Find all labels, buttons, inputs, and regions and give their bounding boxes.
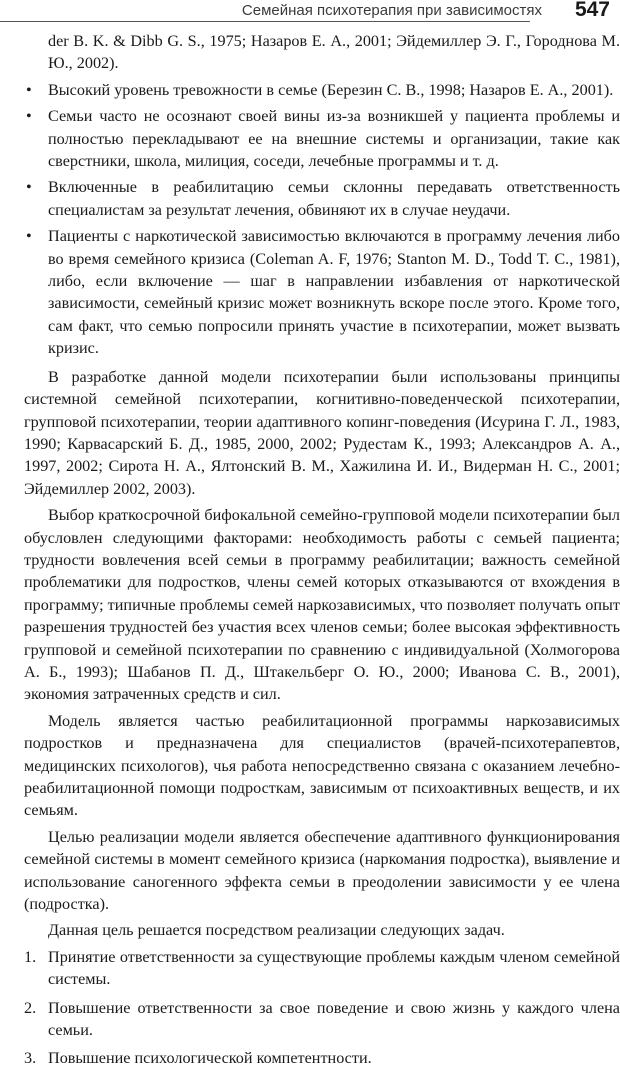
paragraph: В разработке данной модели психотерапии были использованы принципы системной семейной психотерапии, когнитивно-поведенческой психотерапии, групповой психотерапии, теории адаптивного копинг-поведения (Исурина Г. Л., 1983, 1990; Карвасарский Б. Д., 1985, 2000, 2002; Рудестам К., 1993; Александров А. А., 1997, 2002; Сирота Н. А., Ялтонский В. М., Хажилина И. И., Видерман Н. С., 2001; Эйдемиллер 2002, 2003). <box>24 367 620 498</box>
task-item <box>24 946 620 991</box>
bullet-text: Семьи часто не осознают своей вины из-за возникшей у пациента проблемы и полностью перекладывают ее на внешние системы и организации, такие как сверстники, школа, милиция, соседи, лечебные программы и т. д. <box>48 107 620 171</box>
bullet-item <box>24 176 620 221</box>
bullet-icon: • <box>26 80 32 99</box>
bullet-text: Высокий уровень тревожности в семье (Березин С. В., 1998; Назаров Е. А., 2001). <box>48 80 614 99</box>
paragraph: Выбор краткосрочной бифокальной семейно-групповой модели психотерапии был обусловлен следующими факторами: необходимость работы с семьей пациента; трудности вовлечения всей семьи в программу реабилитации; важность семейной проблематики для подростков, члены семей которых отказываются от вхождения в программу; типичные проблемы семей наркозависимых, что позволяет получать опыт разрешения трудностей без участия всех членов семьи; более высокая эффективность групповой и семейной психотерапии по сравнению с индивидуальной (Холмогорова А. Б., 1993); Шабанов П. Д., Штакельберг О. Ю., 2000; Иванова С. В., 2001), экономия затраченных средств и сил. <box>24 506 620 704</box>
paragraph: Целью реализации модели является обеспечение адаптивного функционирования семейной системы в момент семейного кризиса (наркомания подростка), выявление и использование саногенного эффекта семьи в преодолении зависимости у ее члена (подростка). <box>24 827 620 914</box>
bullet-list <box>24 79 620 360</box>
task-text: Принятие ответственности за существующие проблемы каждым членом семейной системы. <box>48 947 620 989</box>
bullet-icon: • <box>26 178 32 197</box>
page-body <box>24 30 620 1076</box>
bullet-icon: • <box>26 107 32 126</box>
paragraph: Данная цель решается посредством реализации следующих задач. <box>48 921 505 940</box>
bullet-item <box>24 225 620 359</box>
bullet-text: Пациенты с наркотической зависимостью включаются в программу лечения либо во время семейного кризиса (Coleman A. F, 1976; Stanton M. D., Todd T. C., 1981), либо, если включение — шаг в направлении избавления от наркотической зависимости, семейный кризис может возникнуть вскоре после этого. Кроме того, сам факт, что семью попросили принять участие в психотерапии, может вызвать кризис. <box>48 227 620 358</box>
task-item <box>24 1047 620 1069</box>
paragraph: Модель является частью реабилитационной программы наркозависимых подростков и предназначена для специалистов (врачей-психотерапевтов, медицинских психологов), чья работа непосредственно связана с оказанием лечебно-реабилитационной помощи подросткам, зависимым от психоактивных веществ, и их семьям. <box>24 711 620 820</box>
header-rule <box>0 21 530 22</box>
continuation-text: der B. K. & Dibb G. S., 1975; Назаров Е. А., 2001; Эйдемиллер Э. Г., Городнова М. Ю., 2002). <box>48 32 620 73</box>
bullet-item <box>24 79 620 101</box>
task-number: 2. <box>24 998 37 1017</box>
bullet-item <box>24 105 620 172</box>
task-text: Повышение ответственности за свое поведение и свою жизнь у каждого члена семьи. <box>48 998 620 1040</box>
task-item <box>24 997 620 1042</box>
task-text: Повышение психологической компетентности. <box>48 1049 372 1068</box>
bullet-icon: • <box>26 227 32 246</box>
bullet-text: Включенные в реабилитацию семьи склонны передавать ответственность специалистам за результат лечения, обвиняют их в случае неудачи. <box>48 178 620 219</box>
running-header <box>0 0 620 30</box>
running-header-title: Семейная психотерапия при зависимостях <box>241 2 542 19</box>
task-list <box>24 946 620 1070</box>
task-number: 3. <box>24 1049 37 1068</box>
task-number: 1. <box>24 947 37 966</box>
page-number: 547 <box>574 0 610 21</box>
